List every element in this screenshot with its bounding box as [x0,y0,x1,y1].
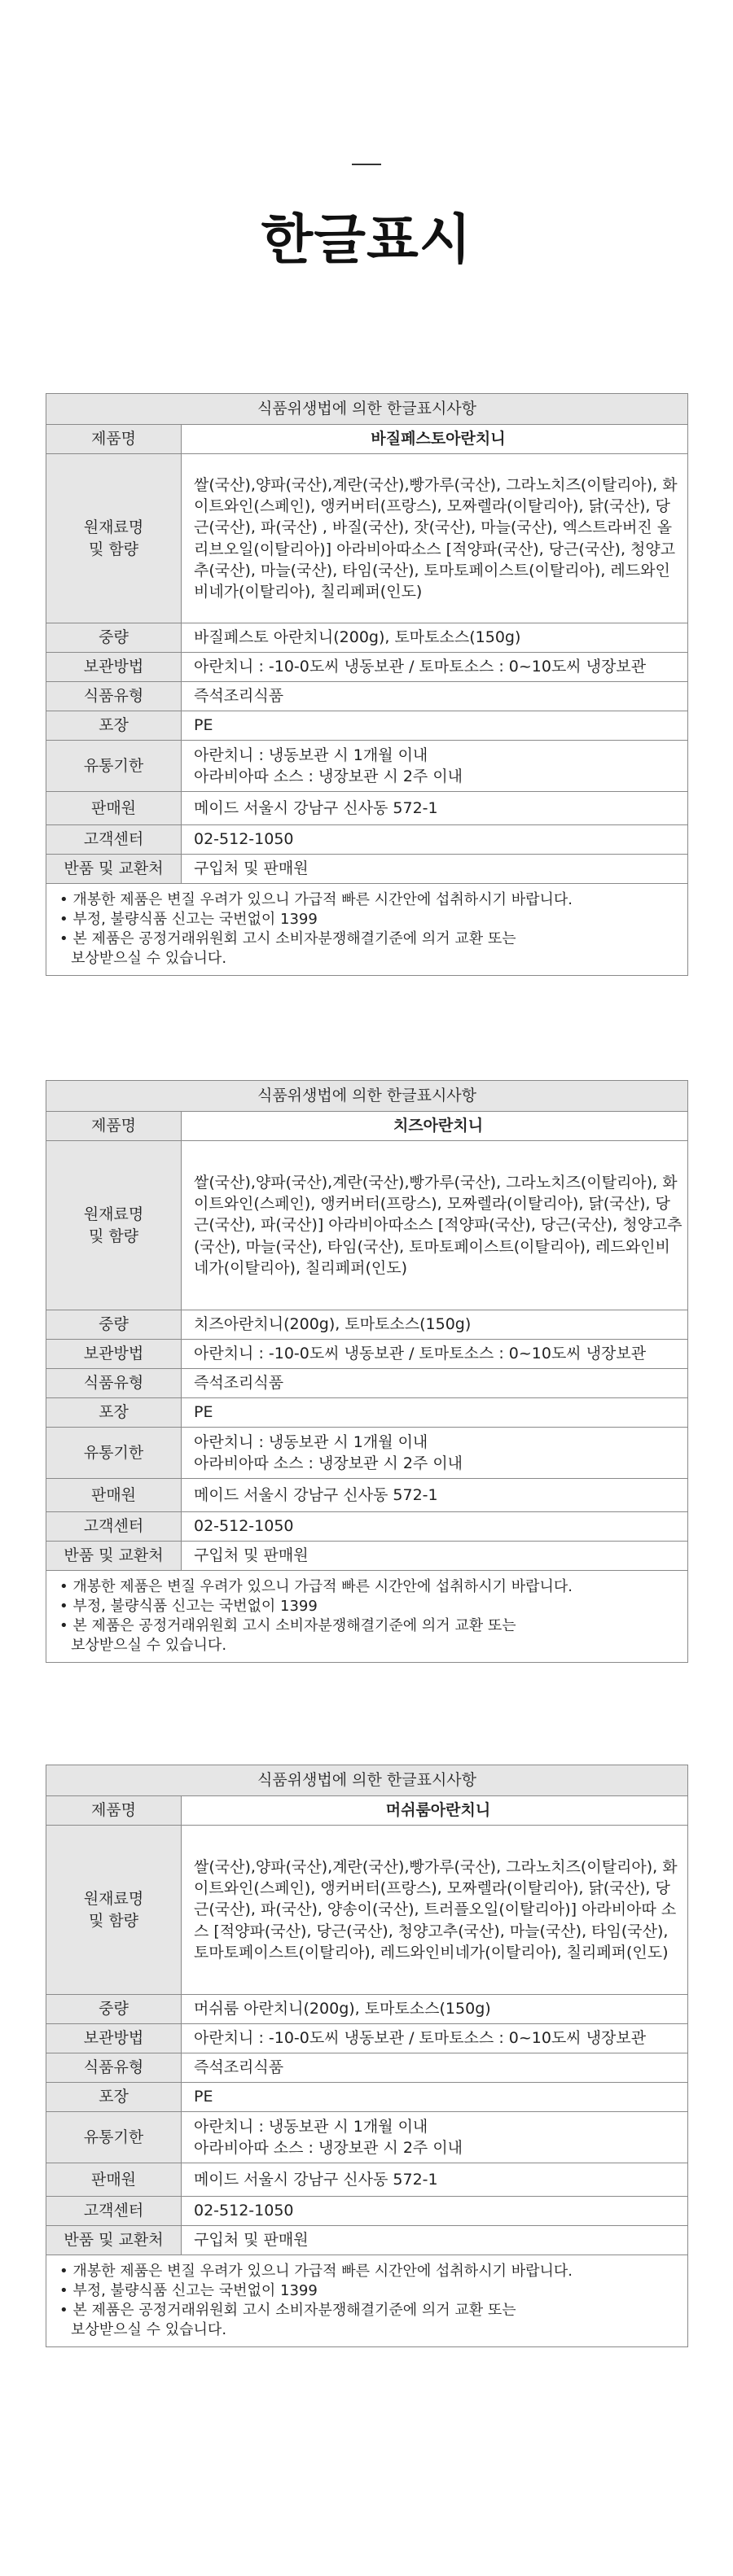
row-customer-center [46,2197,688,2226]
row-notices [46,1571,688,1663]
ingredients-value: 쌀(국산),양파(국산),계란(국산),빵가루(국산), 그라노치즈(이탈리아), 화이트와인(스페인), 앵커버터(프랑스), 모짜렐라(이탈리아), 닭(국산), 당근(국산), 파(국산), 양송이(국산), 트러플오일(이탈리아)] 아라비아따 소스 [적양파(국산), 당근(국산), 청양고추(국산), 마늘(국산), 타임(국산), 토마토페이스트(이탈리아), 레드와인비네가(이탈리아), 칠리페퍼(인도) [182,1826,688,1995]
expiry-value: 아란치니 : 냉동보관 시 1개월 이내 아라비아따 소스 : 냉장보관 시 2주 이내 [182,1428,688,1479]
notice-line: 보상받으실 수 있습니다. [71,2321,227,2338]
seller-value: 메이드 서울시 강남구 신사동 572-1 [182,2163,688,2197]
notice-line: • 개봉한 제품은 변질 우려가 있으니 가급적 빠른 시간안에 섭취하시기 바랍니다. [59,2263,573,2280]
packaging-value: PE [182,711,688,741]
weight-key: 중량 [46,1995,182,2024]
customer-center-value: 02-512-1050 [182,825,688,855]
returns-value: 구입처 및 판매원 [182,855,688,884]
customer-center-key: 고객센터 [46,825,182,855]
label-table [46,1080,688,1663]
label-header-row [46,394,688,425]
row-packaging [46,1398,688,1428]
expiry-key: 유통기한 [46,1428,182,1479]
row-weight [46,1995,688,2024]
label-table [46,393,688,976]
notice-line: • 개봉한 제품은 변질 우려가 있으니 가급적 빠른 시간안에 섭취하시기 바랍니다. [59,891,573,908]
row-food-type [46,2053,688,2083]
row-product-name [46,1112,688,1141]
row-storage [46,653,688,682]
weight-value: 머쉬룸 아란치니(200g), 토마토소스(150g) [182,1995,688,2024]
row-ingredients [46,1141,688,1310]
returns-value: 구입처 및 판매원 [182,1542,688,1571]
row-customer-center [46,825,688,855]
row-product-name [46,425,688,454]
label-header-row [46,1081,688,1112]
packaging-key: 포장 [46,711,182,741]
packaging-key: 포장 [46,1398,182,1428]
expiry-value: 아란치니 : 냉동보관 시 1개월 이내 아라비아따 소스 : 냉장보관 시 2주 이내 [182,2112,688,2163]
row-packaging [46,711,688,741]
packaging-value: PE [182,2083,688,2112]
label-header: 식품위생법에 의한 한글표시사항 [46,394,688,425]
row-food-type [46,1369,688,1398]
ingredients-key: 원재료명 및 함량 [46,1826,182,1995]
expiry-value: 아란치니 : 냉동보관 시 1개월 이내 아라비아따 소스 : 냉장보관 시 2주 이내 [182,741,688,792]
food-type-key: 식품유형 [46,1369,182,1398]
notice-line: • 부정, 불량식품 신고는 국번없이 1399 [59,911,318,928]
row-seller [46,1479,688,1512]
title-divider [352,164,381,165]
notice-line: • 본 제품은 공정거래위원회 고시 소비자분쟁해결기준에 의거 교환 또는 [59,930,516,947]
row-notices [46,884,688,976]
row-returns [46,855,688,884]
weight-key: 중량 [46,623,182,653]
weight-value: 치즈아란치니(200g), 토마토소스(150g) [182,1310,688,1340]
row-seller [46,2163,688,2197]
returns-key: 반품 및 교환처 [46,855,182,884]
row-returns [46,1542,688,1571]
row-storage [46,1340,688,1369]
product-name-value: 머쉬룸아란치니 [182,1796,688,1826]
row-customer-center [46,1512,688,1542]
row-ingredients [46,1826,688,1995]
product-name-key: 제품명 [46,425,182,454]
customer-center-key: 고객센터 [46,2197,182,2226]
product-name-value: 바질페스토아란치니 [182,425,688,454]
row-weight [46,623,688,653]
expiry-key: 유통기한 [46,741,182,792]
food-type-value: 즉석조리식품 [182,1369,688,1398]
row-notices [46,2255,688,2347]
weight-value: 바질페스토 아란치니(200g), 토마토소스(150g) [182,623,688,653]
returns-key: 반품 및 교환처 [46,2226,182,2255]
food-type-value: 즉석조리식품 [182,682,688,711]
storage-key: 보관방법 [46,1340,182,1369]
notice-line: • 개봉한 제품은 변질 우려가 있으니 가급적 빠른 시간안에 섭취하시기 바랍니다. [59,1578,573,1595]
storage-key: 보관방법 [46,2024,182,2053]
product-name-key: 제품명 [46,1112,182,1141]
packaging-key: 포장 [46,2083,182,2112]
label-header: 식품위생법에 의한 한글표시사항 [46,1081,688,1112]
notice-line: • 본 제품은 공정거래위원회 고시 소비자분쟁해결기준에 의거 교환 또는 [59,2302,516,2319]
ingredients-value: 쌀(국산),양파(국산),계란(국산),빵가루(국산), 그라노치즈(이탈리아), 화이트와인(스페인), 앵커버터(프랑스), 모짜렐라(이탈리아), 닭(국산), 당근(국산), 파(국산)] 아라비아따소스 [적양파(국산), 당근(국산), 청양고추(국산), 마늘(국산), 타임(국산), 토마토페이스트(이탈리아), 레드와인비네가(이탈리아), 칠리페퍼(인도) [182,1141,688,1310]
expiry-key: 유통기한 [46,2112,182,2163]
product-name-value: 치즈아란치니 [182,1112,688,1141]
packaging-value: PE [182,1398,688,1428]
customer-center-value: 02-512-1050 [182,1512,688,1542]
weight-key: 중량 [46,1310,182,1340]
notice-line: 보상받으실 수 있습니다. [71,1637,227,1654]
notice-line: • 부정, 불량식품 신고는 국번없이 1399 [59,1598,318,1615]
returns-value: 구입처 및 판매원 [182,2226,688,2255]
row-food-type [46,682,688,711]
product-name-key: 제품명 [46,1796,182,1826]
customer-center-value: 02-512-1050 [182,2197,688,2226]
customer-center-key: 고객센터 [46,1512,182,1542]
row-returns [46,2226,688,2255]
food-type-value: 즉석조리식품 [182,2053,688,2083]
notices [46,1571,688,1663]
storage-key: 보관방법 [46,653,182,682]
row-seller [46,792,688,825]
row-packaging [46,2083,688,2112]
label-header: 식품위생법에 의한 한글표시사항 [46,1765,688,1796]
notices [46,2255,688,2347]
seller-key: 판매원 [46,792,182,825]
row-storage [46,2024,688,2053]
seller-key: 판매원 [46,2163,182,2197]
notice-line: • 본 제품은 공정거래위원회 고시 소비자분쟁해결기준에 의거 교환 또는 [59,1617,516,1634]
returns-key: 반품 및 교환처 [46,1542,182,1571]
ingredients-value: 쌀(국산),양파(국산),계란(국산),빵가루(국산), 그라노치즈(이탈리아), 화이트와인(스페인), 앵커버터(프랑스), 모짜렐라(이탈리아), 닭(국산), 당근(국산), 파(국산) , 바질(국산), 잣(국산), 마늘(국산), 엑스트라버진 올리브오일(이탈리아)] 아라비아따소스 [적양파(국산), 당근(국산), 청양고추(국산), 마늘(국산), 타임(국산), 토마토페이스트(이탈리아), 레드와인비네가(이탈리아), 칠리페퍼(인도) [182,454,688,623]
food-type-key: 식품유형 [46,682,182,711]
ingredients-key: 원재료명 및 함량 [46,454,182,623]
row-expiry [46,2112,688,2163]
notices [46,884,688,976]
storage-value: 아란치니 : -10-0도씨 냉동보관 / 토마토소스 : 0~10도씨 냉장보관 [182,1340,688,1369]
food-type-key: 식품유형 [46,2053,182,2083]
seller-key: 판매원 [46,1479,182,1512]
page-title: 한글표시 [261,208,472,271]
storage-value: 아란치니 : -10-0도씨 냉동보관 / 토마토소스 : 0~10도씨 냉장보관 [182,2024,688,2053]
seller-value: 메이드 서울시 강남구 신사동 572-1 [182,1479,688,1512]
notice-line: 보상받으실 수 있습니다. [71,950,227,967]
row-expiry [46,741,688,792]
row-product-name [46,1796,688,1826]
ingredients-key: 원재료명 및 함량 [46,1141,182,1310]
label-header-row [46,1765,688,1796]
row-weight [46,1310,688,1340]
notice-line: • 부정, 불량식품 신고는 국번없이 1399 [59,2282,318,2299]
label-table [46,1765,688,2347]
seller-value: 메이드 서울시 강남구 신사동 572-1 [182,792,688,825]
row-expiry [46,1428,688,1479]
storage-value: 아란치니 : -10-0도씨 냉동보관 / 토마토소스 : 0~10도씨 냉장보관 [182,653,688,682]
row-ingredients [46,454,688,623]
